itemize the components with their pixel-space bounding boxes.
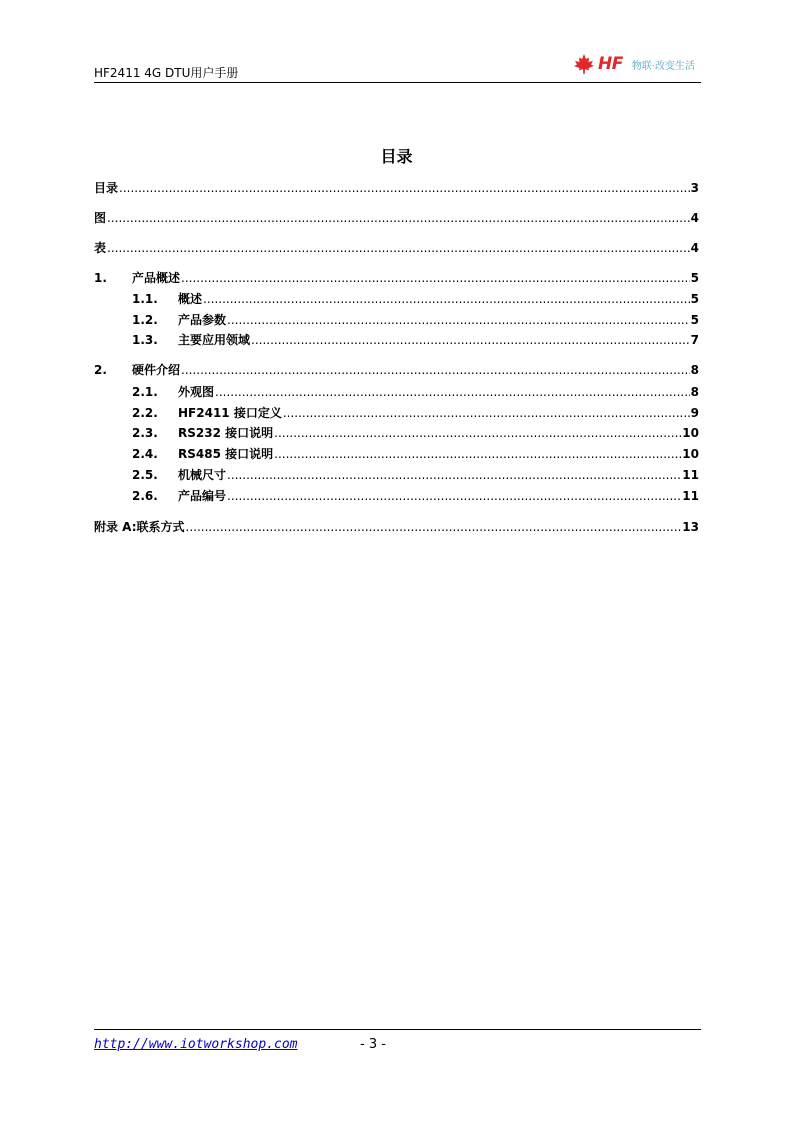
toc-entry-page: 9 [690, 406, 699, 420]
toc-heading: 目录 [380, 147, 413, 166]
toc-entry-contents[interactable] [94, 176, 699, 196]
toc-entry-page: 5 [690, 313, 699, 327]
toc-entry-page: 10 [682, 447, 699, 461]
toc-entry-number: 2.5. [132, 468, 158, 482]
maple-leaf-icon [573, 53, 595, 75]
toc-entry-number: 2.3. [132, 426, 158, 440]
toc-entry-page: 4 [690, 211, 699, 225]
toc-entry-section-2-2[interactable] [94, 401, 699, 421]
toc-entry-page: 7 [690, 333, 699, 347]
toc-entry-section-1-2[interactable] [94, 308, 699, 328]
toc-entry-label: RS232 接口说明 [178, 426, 274, 440]
toc-entry-section-1-1[interactable] [94, 287, 699, 307]
toc-entry-number: 2. [94, 363, 107, 377]
toc-dot-leader [107, 240, 690, 256]
toc-entry-tables[interactable] [94, 236, 699, 256]
toc-entry-section-2-1[interactable] [94, 380, 699, 400]
toc-entry-label: 图 [94, 211, 107, 225]
toc-entry-number: 1. [94, 271, 107, 285]
toc-entry-section-2-6[interactable] [94, 484, 699, 504]
toc-entry-section-1-3[interactable] [94, 328, 699, 348]
toc-dot-leader [227, 488, 681, 504]
toc-entry-section-2[interactable] [94, 358, 699, 378]
toc-dot-leader [283, 405, 690, 421]
page-header [94, 54, 701, 83]
toc-entry-page: 10 [682, 426, 699, 440]
toc-entry-number: 1.3. [132, 333, 158, 347]
toc-entry-label: 硬件介绍 [132, 363, 181, 377]
toc-entry-label: 机械尺寸 [178, 468, 227, 482]
toc-dot-leader [107, 210, 690, 226]
toc-entry-number: 1.1. [132, 292, 158, 306]
toc-dot-leader [186, 519, 682, 535]
toc-entry-label: 外观图 [178, 385, 215, 399]
toc-entry-label: 产品编号 [178, 489, 227, 503]
toc-entry-label: 表 [94, 241, 107, 255]
toc-entry-page: 8 [690, 385, 699, 399]
toc-entry-section-1[interactable] [94, 266, 699, 286]
website-link[interactable]: http://www.iotworkshop.com [94, 1037, 298, 1052]
toc-entry-section-2-4[interactable] [94, 442, 699, 462]
toc-dot-leader [251, 332, 690, 348]
toc-entry-page: 5 [690, 292, 699, 306]
toc-entry-label: 主要应用领域 [178, 333, 251, 347]
page-number: - 3 - [360, 1037, 386, 1052]
toc-dot-leader [274, 446, 681, 462]
toc-entry-page: 8 [690, 363, 699, 377]
toc-dot-leader [119, 180, 690, 196]
toc-entry-label: 附录 A:联系方式 [94, 520, 185, 534]
toc-entry-page: 11 [682, 489, 699, 503]
toc-entry-label: 产品概述 [132, 271, 181, 285]
toc-entry-number: 2.1. [132, 385, 158, 399]
toc-entry-number: 2.6. [132, 489, 158, 503]
toc-entry-number: 2.4. [132, 447, 158, 461]
toc-entry-page: 3 [690, 181, 699, 195]
toc-entry-page: 5 [690, 271, 699, 285]
toc-entry-section-2-3[interactable] [94, 421, 699, 441]
toc-entry-page: 4 [690, 241, 699, 255]
toc-entry-label: 目录 [94, 181, 119, 195]
toc-entry-label: HF2411 接口定义 [178, 406, 282, 420]
toc-entry-number: 1.2. [132, 313, 158, 327]
toc-dot-leader [227, 467, 681, 483]
toc-entry-section-2-5[interactable] [94, 463, 699, 483]
toc-entry-figures[interactable] [94, 206, 699, 226]
toc-entry-number: 2.2. [132, 406, 158, 420]
toc-entry-appendix-a[interactable] [94, 515, 699, 535]
toc-dot-leader [227, 312, 690, 328]
page-footer [94, 1029, 701, 1052]
logo-wordmark: HF [597, 54, 623, 74]
toc-entry-label: 概述 [178, 292, 203, 306]
toc-dot-leader [215, 384, 690, 400]
toc-dot-leader [274, 425, 681, 441]
logo-slogan: 物联·改变生活 [631, 60, 695, 72]
toc-dot-leader [181, 270, 690, 286]
toc-dot-leader [203, 291, 690, 307]
toc-entry-label: 产品参数 [178, 313, 227, 327]
document-title: HF2411 4G DTU用户手册 [94, 66, 239, 80]
toc-entry-page: 11 [682, 468, 699, 482]
toc-dot-leader [181, 362, 690, 378]
toc-entry-label: RS485 接口说明 [178, 447, 274, 461]
company-logo [573, 53, 695, 75]
toc-entry-page: 13 [682, 520, 699, 534]
